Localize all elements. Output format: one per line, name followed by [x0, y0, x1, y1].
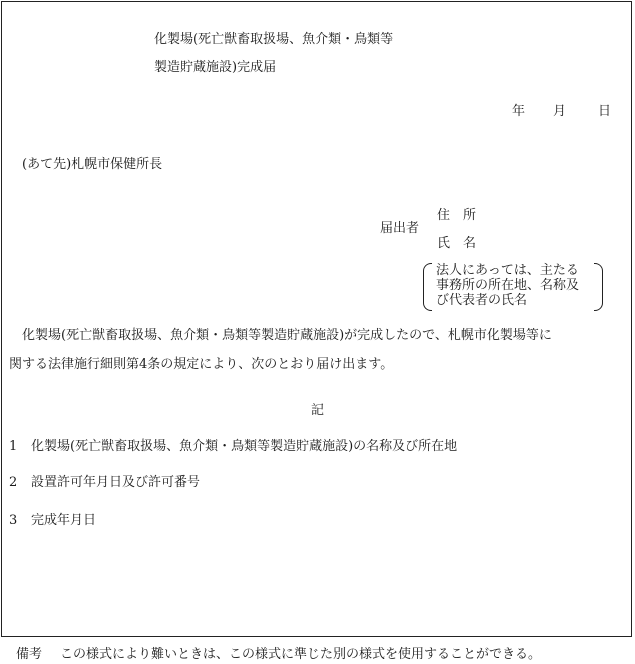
address-label: 住 所	[437, 208, 477, 223]
item-number: 1	[9, 439, 18, 454]
item-text: 完成年月日	[31, 513, 97, 528]
corporate-note-line: 事務所の所在地、名称及	[436, 278, 580, 293]
bracket-left	[423, 263, 432, 311]
addressee: (あて先)札幌市保健所長	[22, 157, 163, 172]
form-frame	[1, 1, 632, 637]
corporate-note-line: 法人にあっては、主たる	[436, 263, 579, 278]
item-text: 設置許可年月日及び許可番号	[31, 475, 201, 490]
date-month: 月	[553, 104, 567, 119]
item-number: 3	[9, 513, 18, 528]
bracket-right	[594, 263, 603, 311]
date-year: 年	[512, 104, 526, 119]
name-label: 氏 名	[437, 236, 477, 251]
item-number: 2	[9, 475, 18, 490]
form-title-line2: 製造貯蔵施設)完成届	[154, 60, 277, 75]
applicant-label: 届出者	[380, 221, 420, 236]
corporate-note-line: び代表者の氏名	[436, 293, 528, 308]
body-text-line2: 関する法律施行細則第4条の規定により、次のとおり届け出ます。	[9, 357, 394, 372]
item-text: 化製場(死亡獣畜取扱場、魚介類・鳥類等製造貯蔵施設)の名称及び所在地	[31, 439, 458, 454]
form-title-line1: 化製場(死亡獣畜取扱場、魚介類・鳥類等	[154, 32, 394, 47]
body-text-line1: 化製場(死亡獣畜取扱場、魚介類・鳥類等製造貯蔵施設)が完成したので、札幌市化製場等に	[22, 328, 552, 343]
remark-text: この様式により難いときは、この様式に準じた別の様式を使用することができる。	[60, 647, 542, 662]
date-day: 日	[598, 104, 612, 119]
remark-label: 備考	[16, 647, 43, 662]
ki-heading: 記	[311, 403, 325, 418]
